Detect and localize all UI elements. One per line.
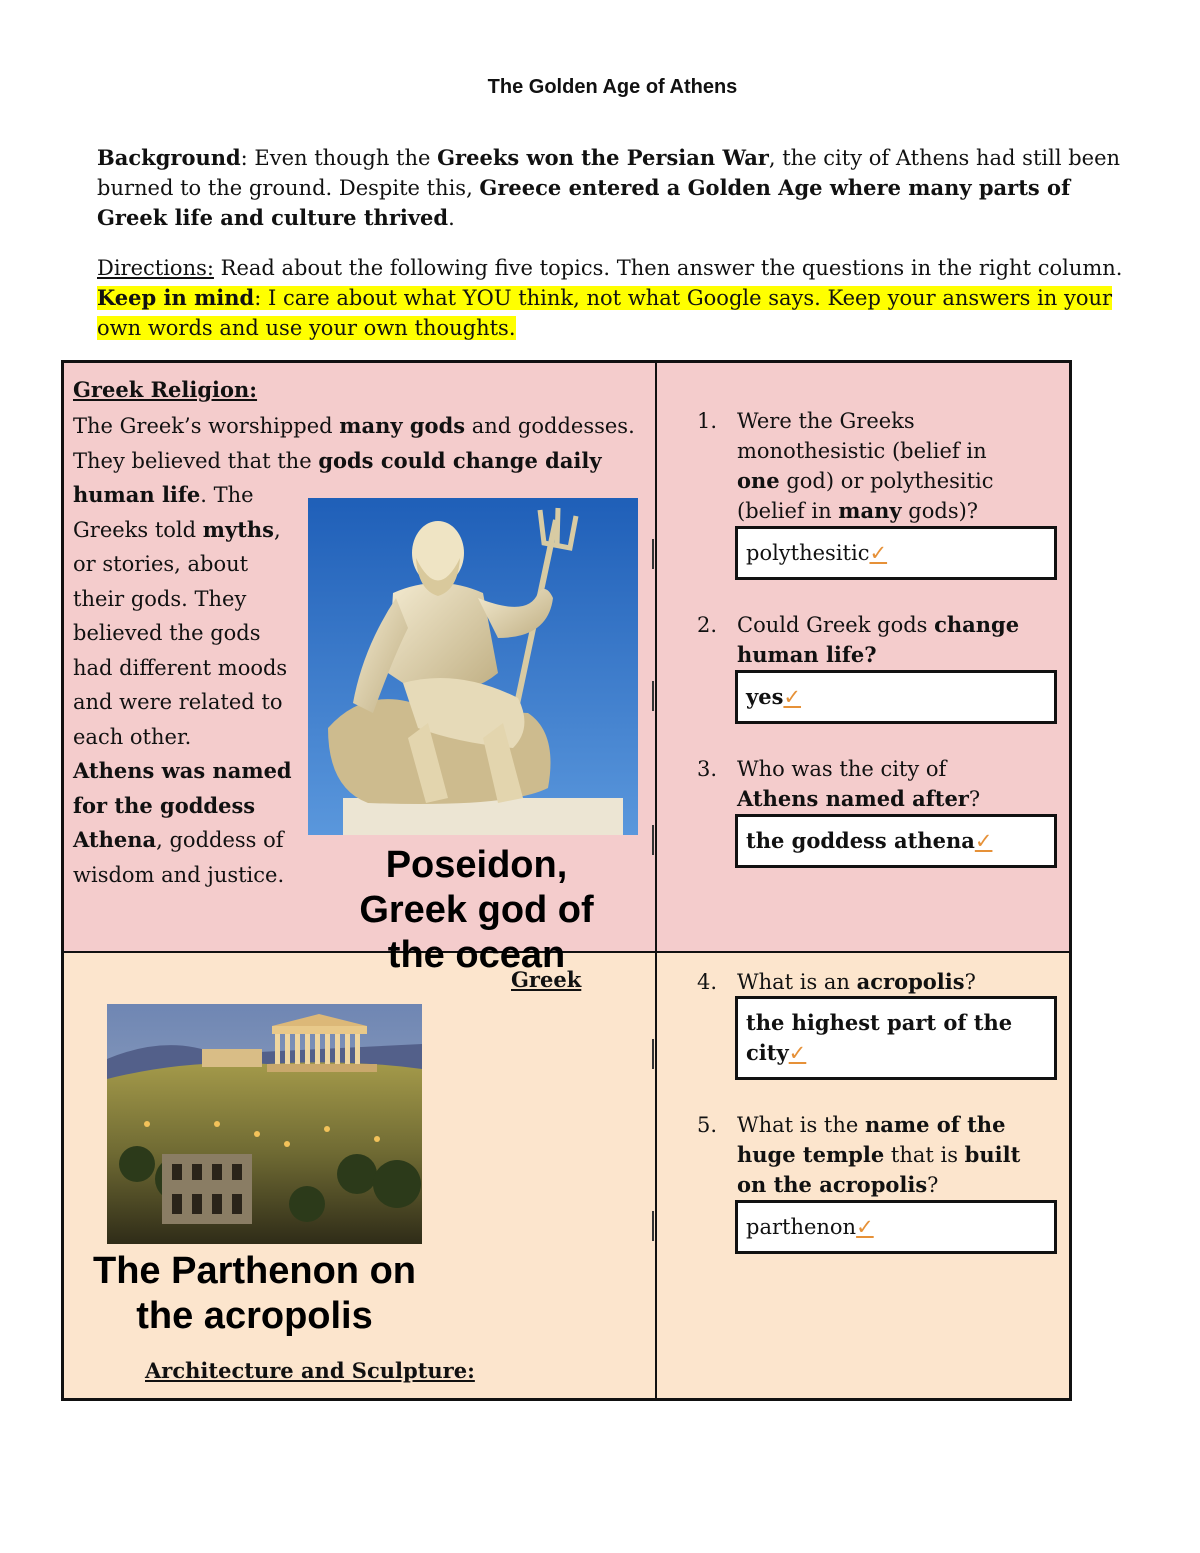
answer-text: the highest part of the city	[746, 1010, 1013, 1065]
question-number: 3.	[697, 757, 718, 781]
religion-bold: human life	[73, 482, 201, 507]
question-text: ?	[964, 970, 976, 994]
question-text: What is an	[737, 970, 857, 994]
question-text: What is the	[737, 1113, 865, 1137]
religion-text: The Greek’s worshipped	[73, 414, 340, 438]
question-2	[697, 610, 1027, 670]
check-icon: ✓	[783, 685, 801, 709]
question-text: ?	[968, 787, 981, 811]
text-cursor	[652, 539, 654, 569]
worksheet-table	[61, 360, 1072, 1401]
keep-in-mind-text: : I care about what YOU think, not what Google says. Keep your answers in your own words and use your own thoughts.	[97, 286, 1113, 340]
directions-label: Directions:	[97, 256, 214, 280]
question-bold: acropolis	[856, 969, 965, 994]
background-bold: Greeks won the Persian War	[437, 145, 769, 170]
question-3	[697, 754, 1027, 814]
text-cursor	[652, 1211, 654, 1241]
question-text: god) or polythesitic (belief in	[737, 469, 994, 523]
text-cursor	[652, 1039, 654, 1069]
religion-heading: Greek Religion:	[73, 377, 258, 402]
religion-text-top	[73, 409, 648, 478]
question-bold: one	[737, 468, 780, 493]
answer-text: the goddess athena	[746, 828, 975, 853]
question-number: 4.	[697, 970, 718, 994]
background-text: .	[448, 206, 455, 230]
answer-text: parthenon	[746, 1215, 857, 1239]
question-text: Who was the city of	[737, 757, 947, 781]
question-bold: name of the huge temple	[737, 1112, 1006, 1167]
directions-text: Read about the following five topics. Then answer the questions in the right column.	[213, 256, 1123, 280]
architecture-heading: Architecture and Sculpture:	[145, 1358, 475, 1383]
check-icon: ✓	[869, 541, 888, 565]
question-text: ?	[927, 1173, 939, 1197]
question-1	[697, 406, 1027, 526]
answer-box-5[interactable]	[735, 1200, 1057, 1254]
religion-bold: myths	[202, 516, 274, 542]
check-icon: ✓	[974, 829, 993, 853]
poseidon-statue-image	[308, 498, 638, 835]
religion-text: and goddesses. They believed that the	[73, 414, 635, 473]
question-bold: many	[838, 498, 902, 523]
religion-text-column	[73, 478, 298, 892]
background-text: : Even though the	[240, 146, 438, 170]
keep-in-mind-label: Keep in mind	[97, 285, 255, 310]
question-bold: change human life?	[737, 612, 1020, 667]
parthenon-caption: The Parthenon on the acropolis	[93, 1250, 416, 1337]
question-bold: Athens named after	[737, 786, 969, 811]
religion-bold: Athens was named for the goddess Athena	[73, 758, 292, 852]
text-cursor	[652, 825, 654, 855]
answer-box-4[interactable]	[735, 996, 1057, 1080]
religion-text: . The Greeks told	[73, 483, 254, 542]
religion-questions-cell	[657, 363, 1069, 953]
question-5	[697, 1110, 1027, 1200]
background-bold: Greece entered a Golden Age where many parts of Greek life and culture thrived	[97, 175, 1071, 230]
religion-cell	[64, 363, 657, 976]
page-title: The Golden Age of Athens	[487, 76, 738, 98]
question-text: gods)?	[901, 499, 979, 523]
question-number: 5.	[697, 1113, 718, 1137]
directions-paragraph	[97, 253, 1137, 343]
greek-heading-fragment: Greek	[511, 967, 582, 992]
religion-text: , or stories, about their gods. They believed the gods had different moods and were related to each other.	[73, 517, 288, 749]
question-text: Could Greek gods	[737, 613, 935, 637]
architecture-questions-cell	[657, 953, 1069, 1398]
check-icon: ✓	[788, 1041, 807, 1065]
religion-text: , goddess of wisdom and justice.	[73, 828, 285, 887]
answer-text: polythesitic	[746, 541, 870, 565]
religion-bold: many gods	[339, 413, 466, 438]
answer-text: yes	[746, 684, 784, 709]
question-number: 2.	[697, 613, 718, 637]
parthenon-image	[107, 1004, 422, 1244]
background-label: Background	[97, 145, 241, 170]
question-text: that is	[884, 1143, 965, 1167]
background-paragraph	[97, 143, 1137, 233]
background-text: , the city of Athens had still been burned to the ground. Despite this,	[97, 146, 1121, 200]
check-icon: ✓	[856, 1215, 874, 1239]
answer-box-3[interactable]	[735, 814, 1057, 868]
question-number: 1.	[697, 409, 718, 433]
question-4	[697, 967, 1027, 997]
poseidon-caption: Poseidon, Greek god of the ocean	[359, 844, 594, 976]
answer-box-1[interactable]	[735, 526, 1057, 580]
answer-box-2[interactable]	[735, 670, 1057, 724]
question-bold: built on the acropolis	[737, 1142, 1021, 1197]
text-cursor	[652, 681, 654, 711]
architecture-cell	[64, 953, 657, 1398]
religion-bold: gods could change daily	[318, 447, 602, 473]
question-text: Were the Greeks monothesistic (belief in	[737, 409, 987, 463]
